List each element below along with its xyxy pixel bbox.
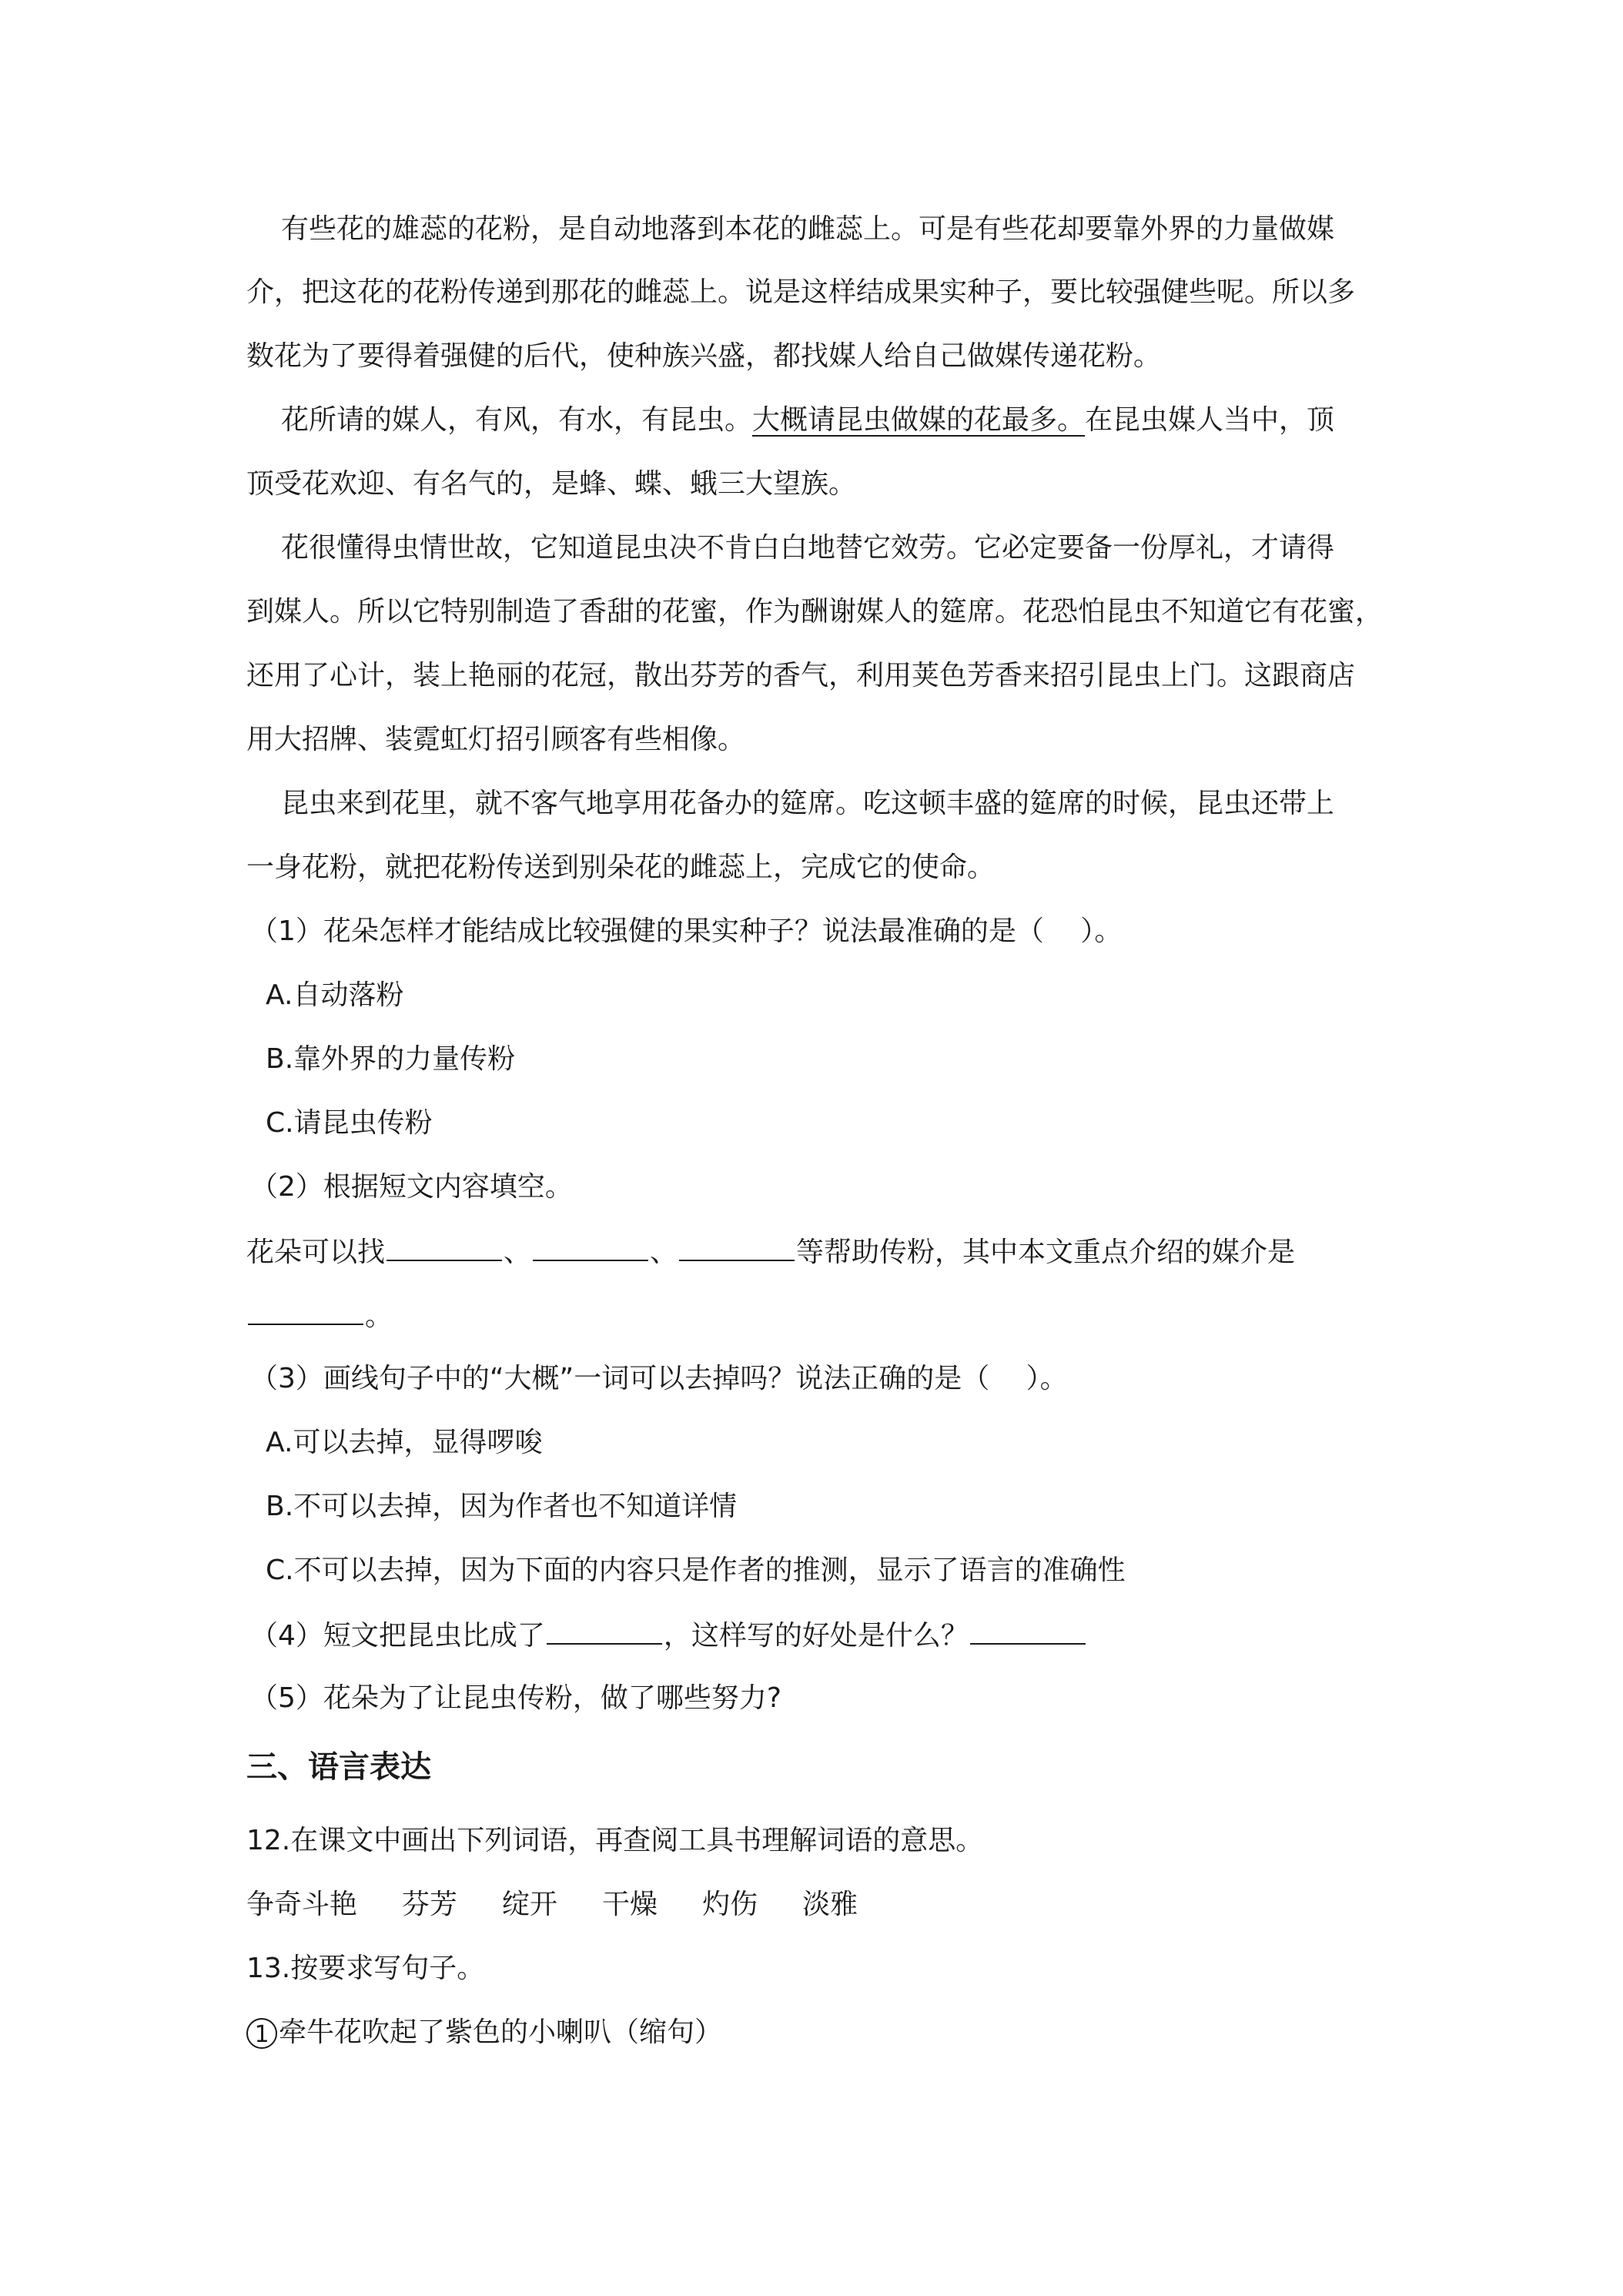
word-item: 绽开 (502, 1889, 558, 1920)
word-item: 芬芳 (402, 1889, 458, 1920)
passage-p2-line1 (281, 401, 1334, 440)
word-item: 灼伤 (702, 1889, 758, 1920)
question-3-stem: （3）画线句子中的“大概”一词可以去掉吗？说法正确的是（ ）。 (250, 1363, 1068, 1394)
circled-number-1: 1 (246, 2018, 277, 2049)
answer-blank-4[interactable] (248, 1296, 363, 1325)
question-5-stem: （5）花朵为了让昆虫传粉，做了哪些努力? (250, 1682, 782, 1714)
passage-p4-line2: 一身花粉，就把花粉传送到别朵花的雌蕊上，完成它的使命。 (246, 852, 996, 883)
word-item: 淡雅 (802, 1889, 858, 1920)
answer-blank-6[interactable] (970, 1615, 1086, 1645)
passage-p1-line1: 有些花的雄蕊的花粉，是自动地落到本花的雌蕊上。可是有些花却要靠外界的力量做媒 (281, 213, 1335, 245)
passage-p2-text-b: 在昆虫媒人当中，顶 (1085, 404, 1335, 436)
answer-blank-1[interactable] (387, 1232, 502, 1261)
answer-blank-5[interactable] (547, 1615, 662, 1645)
passage-p1-line3: 数花为了要得着强健的后代，使种族兴盛，都找媒人给自己做媒传递花粉。 (246, 340, 1162, 372)
word-item: 争奇斗艳 (246, 1889, 358, 1920)
question-2-fill-prefix: 花朵可以找 (246, 1237, 386, 1268)
question-1-option-b: B.靠外界的力量传粉 (266, 1043, 516, 1075)
question-3-option-c: C.不可以去掉，因为下面的内容只是作者的推测，显示了语言的准确性 (266, 1555, 1126, 1586)
question-2-fill-line2 (246, 1296, 393, 1334)
answer-blank-2[interactable] (533, 1232, 648, 1261)
separator: 、 (650, 1237, 678, 1268)
question-1-option-a: A.自动落粉 (266, 979, 404, 1011)
passage-p4-line1: 昆虫来到花里，就不客气地享用花备办的筵席。吃这顿丰盛的筵席的时候，昆虫还带上 (281, 788, 1335, 819)
question-12-word-list (246, 1886, 858, 1924)
question-1-stem: （1）花朵怎样才能结成比较强健的果实种子？说法最准确的是（ ）。 (250, 915, 1123, 947)
question-2-fill-line (246, 1232, 1295, 1270)
question-2-fill-mid: 等帮助传粉，其中本文重点介绍的媒介是 (796, 1237, 1296, 1268)
question-13-stem: 13.按要求写句子。 (246, 1953, 485, 1984)
question-2-stem: （2）根据短文内容填空。 (250, 1171, 573, 1203)
question-4-line (250, 1615, 1087, 1654)
underlined-sentence: 大概请昆虫做媒的花最多。 (752, 404, 1086, 436)
passage-p1-line2: 介，把这花的花粉传递到那花的雌蕊上。说是这样结成果实种子，要比较强健些呢。所以多 (246, 276, 1356, 308)
question-1-option-c: C.请昆虫传粉 (266, 1107, 433, 1139)
separator: 、 (504, 1237, 532, 1268)
passage-p2-text-a: 花所请的媒人，有风，有水，有昆虫。 (281, 404, 753, 436)
question-4-prefix: （4）短文把昆虫比成了 (250, 1620, 545, 1652)
question-13-item-1-text: 牵牛花吹起了紫色的小喇叭（缩句） (279, 2017, 723, 2048)
section-3-heading: 三、语言表达 (246, 1749, 431, 1785)
answer-blank-3[interactable] (679, 1232, 795, 1261)
passage-p3-line1: 花很懂得虫情世故，它知道昆虫决不肯白白地替它效劳。它必定要备一份厚礼，才请得 (281, 532, 1335, 564)
passage-p3-line2: 到媒人。所以它特别制造了香甜的花蜜，作为酬谢媒人的筵席。花恐怕昆虫不知道它有花蜜， (246, 596, 1384, 628)
question-3-option-b: B.不可以去掉，因为作者也不知道详情 (266, 1491, 738, 1522)
question-12-stem: 12.在课文中画出下列词语，再查阅工具书理解词语的意思。 (246, 1825, 984, 1856)
passage-p3-line3: 还用了心计，装上艳丽的花冠，散出芬芳的香气，利用荚色芳香来招引昆虫上门。这跟商店 (246, 660, 1356, 691)
question-3-option-a: A.可以去掉，显得啰唆 (266, 1427, 543, 1458)
question-2-fill-end: 。 (365, 1300, 393, 1332)
question-4-mid: ，这样写的好处是什么？ (663, 1620, 969, 1652)
word-item: 干燥 (602, 1889, 658, 1920)
passage-p2-line2: 顶受花欢迎、有名气的，是蜂、蝶、蛾三大望族。 (246, 468, 857, 500)
passage-p3-line4: 用大招牌、装霓虹灯招引顾客有些相像。 (246, 724, 746, 755)
question-13-item-1 (246, 2013, 722, 2052)
